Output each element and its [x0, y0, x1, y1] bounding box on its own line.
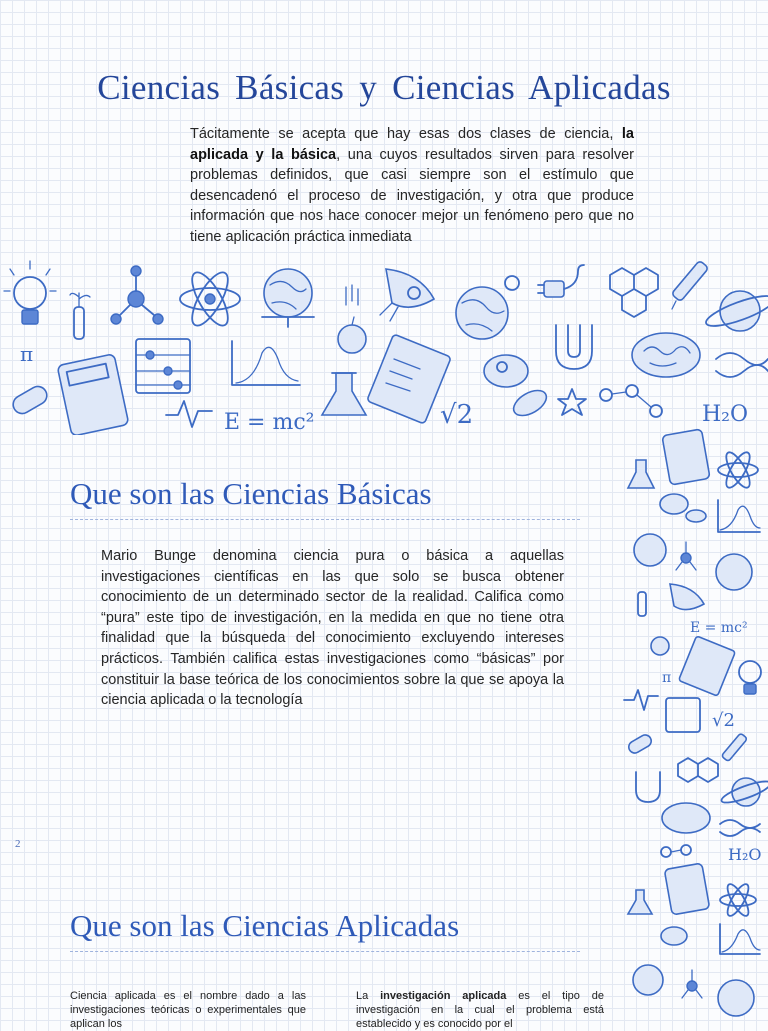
flask-tube-icon — [721, 733, 747, 762]
pill-icon — [10, 383, 50, 417]
test-tube-icon — [70, 293, 90, 339]
earth-icon — [456, 287, 508, 339]
sqrt-two: √2 — [440, 400, 474, 430]
science-doodles-band — [0, 255, 768, 435]
calculator-icon — [662, 429, 710, 485]
bacteria-icon — [509, 385, 550, 420]
rocket-icon — [670, 584, 704, 610]
atom-icon — [720, 881, 756, 918]
rocket-icon — [380, 269, 434, 321]
molecule-icon — [111, 266, 163, 324]
intro-paragraph — [190, 124, 634, 247]
formula-emc2: E = mc² — [224, 410, 315, 435]
atom-icon — [180, 268, 240, 331]
intro-text-2: , una cuyos resultados sirven para resolver problemas definidos, que casi siempre son el estímulo que desencadenó el proceso de investigación, y otra que produce información que nos hace conocer mejor un fenómeno pero que no tiene aplicación práctica inmediata — [190, 146, 634, 245]
flask-icon — [322, 373, 366, 415]
bell-curve-chart-icon — [232, 341, 300, 385]
abacus-icon — [136, 339, 190, 393]
hexagon-molecule-icon — [678, 758, 718, 782]
heartbeat-icon — [166, 401, 212, 427]
saturn-icon — [703, 290, 768, 332]
earth-icon — [716, 554, 752, 590]
earth-icon — [718, 980, 754, 1016]
test-tube-icon — [638, 592, 646, 616]
formula-emc2: E = mc² — [690, 620, 748, 636]
notebook-icon — [679, 636, 736, 696]
section-divider — [70, 951, 580, 952]
col-right-prefix: La — [356, 990, 381, 1002]
globe-icon — [633, 965, 663, 995]
lightbulb-icon — [739, 661, 761, 694]
dna-icon — [716, 353, 768, 377]
bacteria-icon — [686, 510, 706, 522]
section-divider — [70, 519, 580, 520]
notebook-icon — [367, 334, 451, 424]
intro-bold: la aplicada y la básica — [190, 126, 634, 163]
calculator-icon — [57, 354, 129, 435]
section-heading-basicas: Que son las Ciencias Básicas — [70, 476, 432, 511]
hexagon-molecule-icon — [610, 268, 658, 317]
globe-icon — [634, 534, 666, 566]
magnet-icon — [636, 772, 660, 802]
microbe-icon — [660, 494, 688, 514]
pill-icon — [627, 733, 654, 755]
molecule-icon — [676, 542, 696, 570]
flask-icon — [628, 890, 652, 914]
section-heading-aplicadas: Que son las Ciencias Aplicadas — [70, 908, 460, 943]
basicas-paragraph: Mario Bunge denomina ciencia pura o básica a aquellas investigaciones científicas en las que solo se busca obtener conocimiento de un determinado sector de la realidad. Califica como “pura” este tipo de investigación, en la medida en que no tiene otra finalidad que la búsqueda del conocimiento excluyendo intereses prácticos. También califica estas investigaciones como “básicas” por constituir la base teórica de los conocimientos sobre la que se apoya la ciencia aplicada o la tecnología — [101, 548, 564, 709]
brain-icon — [662, 803, 710, 833]
water-formula: H₂O — [702, 402, 749, 427]
bell-curve-chart-icon — [720, 924, 760, 954]
microbe-icon — [661, 927, 687, 945]
page-title: Ciencias Básicas y Ciencias Aplicadas — [97, 68, 671, 107]
plug-icon — [538, 265, 584, 297]
microbe-icon — [484, 355, 528, 387]
saturn-icon — [720, 777, 768, 806]
abacus-icon — [666, 698, 700, 732]
magnet-icon — [556, 325, 592, 369]
molecule-chain-icon — [661, 845, 691, 857]
col-right-bold: investigación aplicada — [380, 990, 507, 1002]
atom-icon — [718, 449, 758, 491]
intro-text-1: Tácitamente se acepta que hay esas dos clases de ciencia, — [190, 126, 622, 142]
pi-symbol: π — [662, 670, 672, 686]
flask-tube-icon — [671, 260, 708, 309]
small-planet-icon — [505, 276, 519, 290]
aplicadas-column-left: Ciencia aplicada es el nombre dado a las investigaciones teóricas o experimentales que aplican los — [70, 990, 306, 1030]
lightbulb-icon — [4, 261, 56, 324]
sqrt-two: √2 — [712, 710, 735, 731]
brain-icon — [632, 333, 700, 377]
bell-curve-chart-icon — [718, 500, 760, 532]
heartbeat-icon — [624, 690, 658, 710]
pi-symbol: π — [20, 342, 34, 366]
flask-icon — [628, 460, 654, 488]
col-right-text: es el tipo de investigación en la cual el problema está establecido y es conocido por el — [356, 990, 605, 1030]
science-doodles-column — [620, 420, 768, 1024]
apple-icon — [338, 285, 366, 353]
calculator-icon — [664, 863, 709, 915]
star-icon — [558, 389, 586, 415]
aplicadas-column-right — [356, 989, 604, 1031]
apple-icon — [651, 637, 669, 655]
dna-icon — [720, 820, 760, 836]
molecule-chain-icon — [600, 385, 662, 417]
page-number: 2 — [15, 838, 21, 850]
globe-icon — [262, 269, 314, 327]
water-formula: H₂O — [728, 845, 762, 864]
molecule-icon — [682, 970, 702, 998]
